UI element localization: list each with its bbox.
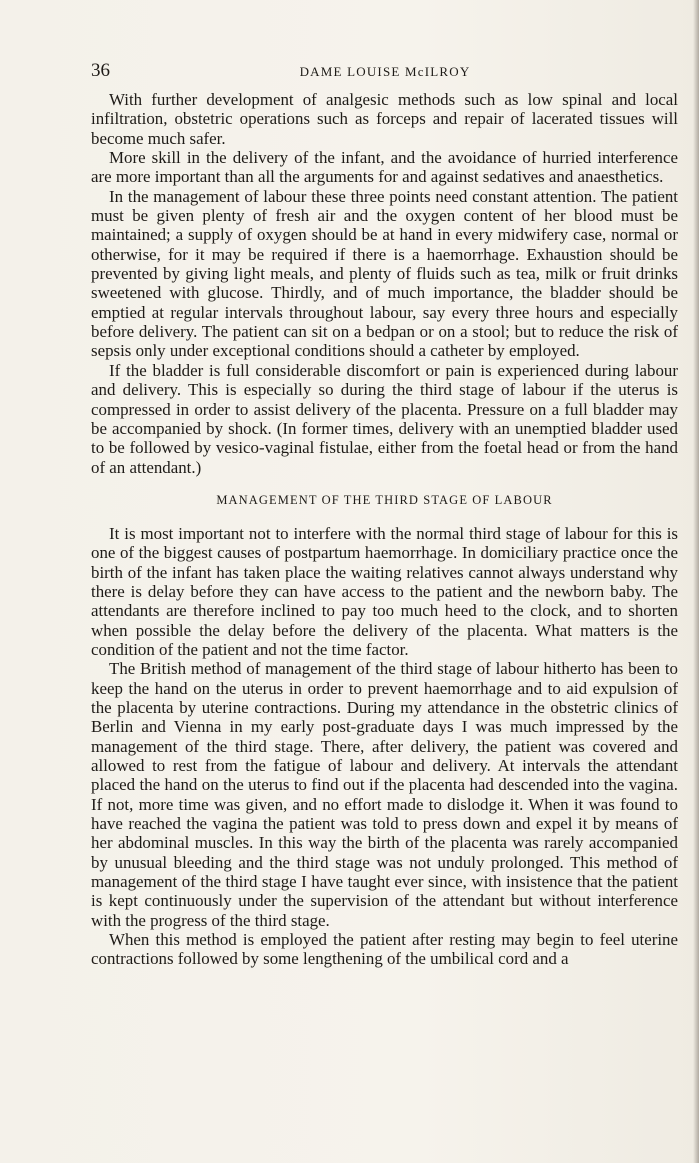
- paragraph: The British method of management of the third stage of labour hitherto has been to keep the hand on the uterus in order to prevent haemorrhage and to aid expulsion of the placenta by uterine contractions. During my attendance in the obstetric clinics of Berlin and Vienna in my early post-graduate days I was much impressed by the management of the third stage. There, after delivery, the patient was covered and allowed to rest from the fatigue of labour and delivery. At intervals the attendant placed the hand on the uterus to find out if the placenta had descended into the vagina. If not, more time was given, and no effort made to dislodge it. When it was found to have reached the vagina the patient was told to press down and expel it by means of her abdominal muscles. In this way the birth of the placenta was rarely accompanied by unusual bleeding and the third stage was not unduly prolonged. This method of management of the third stage I have taught ever since, with insistence that the patient is kept continuously under the supervision of the attendant but without interference with the progress of the third stage.: [91, 659, 678, 930]
- section-heading: MANAGEMENT OF THE THIRD STAGE OF LABOUR: [216, 492, 553, 507]
- paragraph: If the bladder is full considerable discomfort or pain is experienced during labour and delivery. This is especially so during the third stage of labour if the uterus is compressed in order to assist delivery of the placenta. Pressure on a full bladder may be accompanied by shock. (In former times, delivery with an unemptied bladder used to be followed by vesico-vaginal fistulae, either from the foetal head or from the hand of an attendant.): [91, 360, 678, 477]
- paragraph: In the management of labour these three points need constant attention. The patient must be given plenty of fresh air and the oxygen content of her blood must be maintained; a supply of oxygen should be at hand in every midwifery case, normal or otherwise, for it may be required if there is a haemorrhage. Exhaustion should be prevented by giving light meals, and plenty of fluids such as tea, milk or fruit drinks sweetened with glucose. Thirdly, and of much importance, the bladder should be emptied at regular intervals throughout labour, say every three hours and especially before delivery. The patient can sit on a bedpan or on a stool; but to reduce the risk of sepsis only under exceptional conditions should a catheter by employed.: [91, 186, 678, 361]
- page-edge-shadow: [693, 0, 699, 1163]
- running-head: DAME LOUISE McILROY: [299, 64, 471, 79]
- body-text: [91, 90, 678, 969]
- page-number: 36: [91, 60, 110, 81]
- page-header: [91, 60, 679, 84]
- paragraph: With further development of analgesic methods such as low spinal and local infiltration, obstetric operations such as forceps and repair of lacerated tissues will become much safer.: [91, 90, 678, 148]
- paragraph: More skill in the delivery of the infant, and the avoidance of hurried interference are more important than all the arguments for and against sedatives and anaesthetics.: [91, 148, 678, 187]
- paragraph: It is most important not to interfere with the normal third stage of labour for this is one of the biggest causes of postpartum haemorrhage. In domiciliary practice once the birth of the infant has taken place the waiting relatives cannot always understand why there is delay before they can have access to the patient and the newborn baby. The attendants are therefore inclined to pay too much heed to the clock, and to shorten when possible the delay before the delivery of the placenta. What matters is the condition of the patient and not the time factor.: [91, 523, 678, 659]
- paragraph: When this method is employed the patient after resting may begin to feel uterine contractions followed by some lengthening of the umbilical cord and a: [91, 930, 678, 969]
